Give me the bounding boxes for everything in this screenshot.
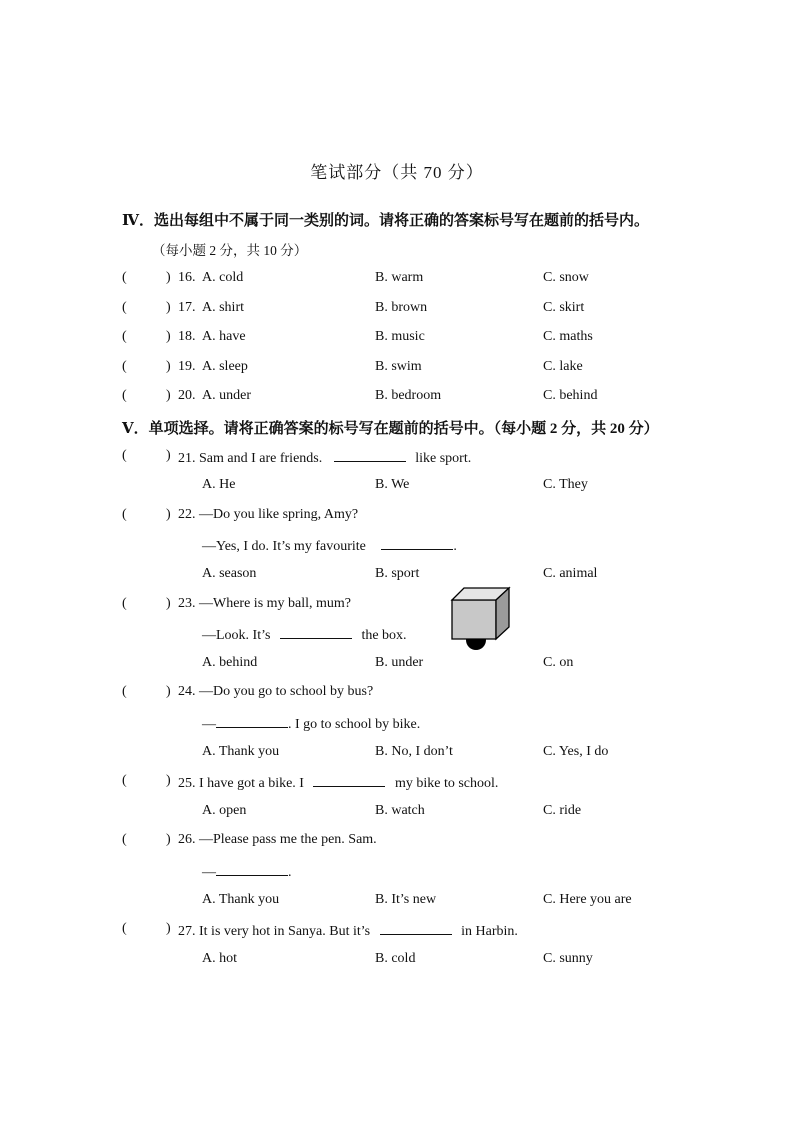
option-a: A. open [202, 803, 247, 818]
option-a: A. under [202, 388, 251, 403]
answer-blank [216, 714, 288, 728]
line-text-end: . I go to school by bike. [288, 717, 421, 732]
answer-paren-close: ) [166, 359, 171, 374]
question-stem [178, 773, 498, 792]
answer-paren-open: ( [122, 773, 127, 788]
question-number: 16. [178, 270, 196, 285]
option-b: B. No, I don’t [375, 744, 453, 759]
option-c: C. Here you are [543, 892, 632, 907]
option-b: B. brown [375, 300, 428, 315]
question-stem [178, 448, 471, 467]
line-text-end: . [453, 539, 457, 554]
answer-blank [313, 773, 385, 787]
answer-paren-close: ) [166, 448, 171, 463]
option-c: C. ride [543, 803, 582, 818]
answer-paren-open: ( [122, 921, 127, 936]
option-b: B. swim [375, 359, 422, 374]
option-a: A. Thank you [202, 892, 280, 907]
line-text: — [202, 717, 216, 732]
line-text-end: the box. [361, 628, 407, 643]
option-b: B. bedroom [375, 388, 442, 403]
option-a: A. have [202, 329, 246, 344]
section-5-heading: Ⅴ．单项选择。请将正确答案的标号写在题前的括号中。（每小题 2 分，共 20 分） [122, 421, 659, 437]
stem-text-end: my bike to school. [394, 776, 499, 791]
option-c: C. sunny [543, 951, 593, 966]
stem-text-end: in Harbin. [461, 924, 518, 939]
answer-paren-open: ( [122, 270, 127, 285]
option-b: B. We [375, 477, 410, 492]
answer-paren-open: ( [122, 359, 127, 374]
section-4-note: （每小题 2 分，共 10 分） [152, 243, 308, 258]
answer-blank [216, 862, 288, 876]
answer-paren-close: ) [166, 832, 171, 847]
option-c: C. skirt [543, 300, 585, 315]
option-c: C. behind [543, 388, 598, 403]
question-stem: 22. —Do you like spring, Amy? [178, 507, 359, 522]
option-b: B. warm [375, 270, 424, 285]
option-c: C. snow [543, 270, 589, 285]
stem-text: 27. It is very hot in Sanya. But it’s [178, 924, 371, 939]
answer-paren-close: ) [166, 684, 171, 699]
option-c: C. lake [543, 359, 583, 374]
line-text-end: . [288, 865, 292, 880]
answer-blank [380, 921, 452, 935]
option-b: B. cold [375, 951, 416, 966]
option-b: B. sport [375, 566, 420, 581]
line-text: —Look. It’s [202, 628, 271, 643]
answer-blank [280, 625, 352, 639]
question-number: 19. [178, 359, 196, 374]
answer-paren-close: ) [166, 270, 171, 285]
box-with-ball-illustration [448, 584, 514, 652]
option-b: B. It’s new [375, 892, 437, 907]
answer-paren-open: ( [122, 596, 127, 611]
option-a: A. hot [202, 951, 237, 966]
stem-text: 21. Sam and I are friends. [178, 451, 323, 466]
answer-blank [334, 448, 406, 462]
answer-paren-open: ( [122, 684, 127, 699]
option-a: A. shirt [202, 300, 244, 315]
option-a: A. Thank you [202, 744, 280, 759]
option-a: A. season [202, 566, 257, 581]
answer-paren-close: ) [166, 773, 171, 788]
answer-paren-open: ( [122, 832, 127, 847]
option-a: A. sleep [202, 359, 248, 374]
stem-text: 25. I have got a bike. I [178, 776, 304, 791]
answer-blank [381, 536, 453, 550]
option-b: B. under [375, 655, 424, 670]
question-number: 20. [178, 388, 196, 403]
option-b: B. music [375, 329, 425, 344]
answer-paren-open: ( [122, 448, 127, 463]
question-line-2 [202, 625, 407, 644]
answer-paren-open: ( [122, 300, 127, 315]
question-number: 17. [178, 300, 196, 315]
question-stem: 24. —Do you go to school by bus? [178, 684, 374, 699]
option-c: C. maths [543, 329, 593, 344]
option-c: C. They [543, 477, 588, 492]
answer-paren-close: ) [166, 921, 171, 936]
option-c: C. Yes, I do [543, 744, 609, 759]
answer-paren-open: ( [122, 507, 127, 522]
question-number: 18. [178, 329, 196, 344]
question-line-2 [202, 862, 292, 881]
answer-paren-close: ) [166, 300, 171, 315]
answer-paren-close: ) [166, 329, 171, 344]
option-b: B. watch [375, 803, 425, 818]
option-a: A. cold [202, 270, 244, 285]
option-c: C. on [543, 655, 574, 670]
question-line-2 [202, 536, 457, 555]
stem-text-end: like sport. [415, 451, 472, 466]
answer-paren-close: ) [166, 507, 171, 522]
question-stem: 23. —Where is my ball, mum? [178, 596, 352, 611]
question-stem: 26. —Please pass me the pen. Sam. [178, 832, 377, 847]
option-a: A. behind [202, 655, 258, 670]
option-c: C. animal [543, 566, 598, 581]
answer-paren-open: ( [122, 329, 127, 344]
line-text: —Yes, I do. It’s my favourite [202, 539, 366, 554]
answer-paren-open: ( [122, 388, 127, 403]
answer-paren-close: ) [166, 596, 171, 611]
section-4-heading: Ⅳ．选出每组中不属于同一类别的词。请将正确的答案标号写在题前的括号内。 [122, 213, 650, 229]
answer-paren-close: ) [166, 388, 171, 403]
page-title: 笔试部分（共 70 分） [310, 163, 484, 182]
line-text: — [202, 865, 216, 880]
option-a: A. He [202, 477, 236, 492]
question-stem [178, 921, 518, 940]
question-line-2 [202, 714, 420, 733]
